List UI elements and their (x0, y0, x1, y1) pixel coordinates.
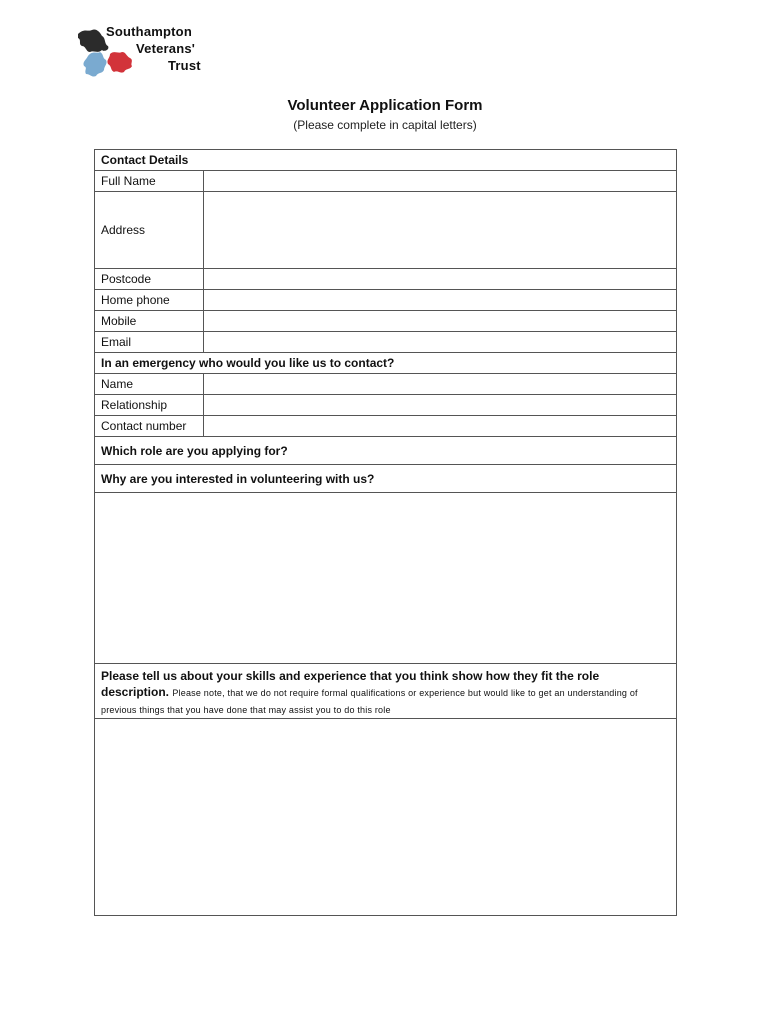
interest-question: Why are you interested in volunteering with us? (95, 465, 677, 493)
page-title: Volunteer Application Form (287, 97, 483, 114)
address-label: Address (95, 192, 204, 269)
role-question[interactable]: Which role are you applying for? (95, 437, 677, 465)
interest-question-row (95, 465, 677, 493)
interest-answer-field[interactable] (95, 493, 677, 664)
contact-details-header-row (95, 150, 677, 171)
postcode-field[interactable] (204, 269, 677, 290)
email-label: Email (95, 332, 204, 353)
emergency-name-field[interactable] (204, 374, 677, 395)
postcode-label: Postcode (95, 269, 204, 290)
postcode-row (95, 269, 677, 290)
relationship-label: Relationship (95, 395, 204, 416)
full-name-field[interactable] (204, 171, 677, 192)
skills-question-part-2: description. (101, 685, 170, 699)
home-phone-row (95, 290, 677, 311)
page-subtitle: (Please complete in capital letters) (293, 118, 477, 132)
role-row (95, 437, 677, 465)
mobile-label: Mobile (95, 311, 204, 332)
address-field[interactable] (204, 192, 677, 269)
emergency-name-row (95, 374, 677, 395)
logo (74, 22, 224, 82)
mobile-row (95, 311, 677, 332)
mobile-field[interactable] (204, 311, 677, 332)
application-form (94, 149, 677, 916)
emergency-header-row (95, 353, 677, 374)
skills-answer-row (95, 719, 677, 916)
full-name-label: Full Name (95, 171, 204, 192)
relationship-field[interactable] (204, 395, 677, 416)
skills-question (95, 664, 677, 719)
contact-number-field[interactable] (204, 416, 677, 437)
address-row (95, 192, 677, 269)
logo-line-1: Southampton (106, 24, 192, 39)
skills-question-part-1: Please tell us about your skills and experience that you think show how they fit the role (101, 669, 600, 683)
home-phone-label: Home phone (95, 290, 204, 311)
skills-answer-field[interactable] (95, 719, 677, 916)
emergency-name-label: Name (95, 374, 204, 395)
contact-details-heading: Contact Details (95, 150, 677, 171)
skills-note: Please note, that we do not require formal qualifications or experience but would like to get an understanding of previous things that you have done that may assist you to do this role (101, 688, 638, 715)
email-field[interactable] (204, 332, 677, 353)
skills-question-row (95, 664, 677, 719)
full-name-row (95, 171, 677, 192)
contact-number-label: Contact number (95, 416, 204, 437)
contact-number-row (95, 416, 677, 437)
home-phone-field[interactable] (204, 290, 677, 311)
logo-line-3: Trust (168, 58, 201, 73)
email-row (95, 332, 677, 353)
emergency-heading: In an emergency who would you like us to contact? (95, 353, 677, 374)
logo-line-2: Veterans' (136, 41, 196, 56)
relationship-row (95, 395, 677, 416)
interest-answer-row (95, 493, 677, 664)
